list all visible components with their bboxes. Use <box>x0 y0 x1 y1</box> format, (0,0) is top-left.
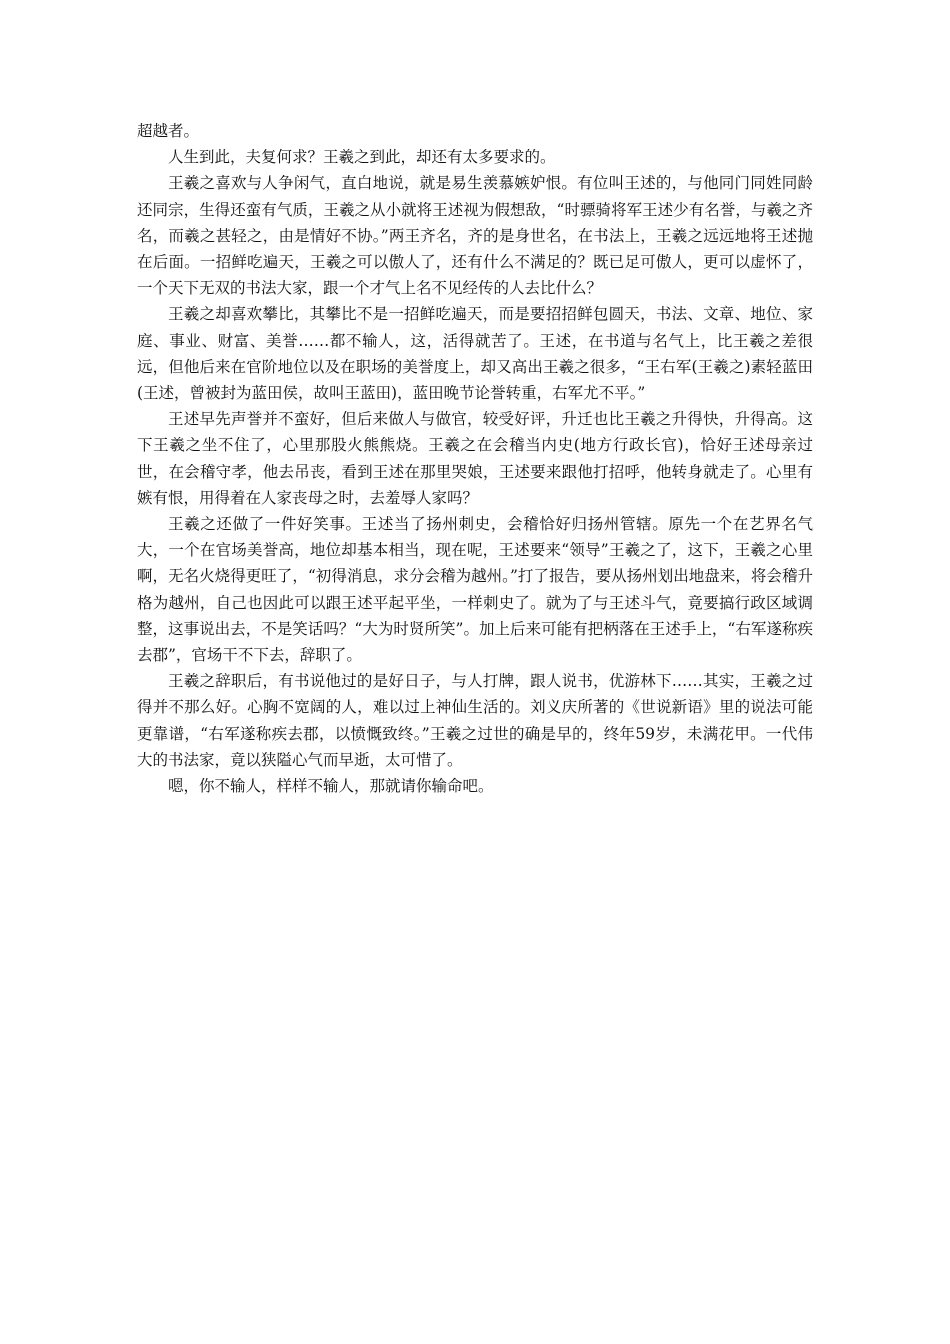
paragraph: 王羲之却喜欢攀比，其攀比不是一招鲜吃遍天，而是要招招鲜包圆天，书法、文章、地位、家庭、事业、财富、美誉……都不输人，这，活得就苦了。王述，在书道与名气上，比王羲之差很远，但他后来在官阶地位以及在职场的美誉度上，却又高出王羲之很多，“王右军(王羲之)素轻蓝田(王述，曾被封为蓝田侯，故叫王蓝田)，蓝田晚节论誉转重，右军尤不平。” <box>137 305 813 403</box>
paragraph: 嗯，你不输人，样样不输人，那就请你输命吧。 <box>168 777 494 796</box>
paragraph: 王述早先声誉并不蛮好，但后来做人与做官，较受好评，升迁也比王羲之升得快，升得高。这下王羲之坐不住了，心里那股火熊熊烧。王羲之在会稽当内史(地方行政长官)，恰好王述母亲过世，在会稽守孝，他去吊丧，看到王述在那里哭娘，王述要来跟他打招呼，他转身就走了。心里有嫉有恨，用得着在人家丧母之时，去羞辱人家吗？ <box>137 410 813 507</box>
paragraph-continuation: 超越者。 <box>137 122 200 140</box>
paragraph: 人生到此，夫复何求？王羲之到此，却还有太多要求的。 <box>168 148 556 167</box>
document-body <box>137 118 813 799</box>
paragraph: 王羲之喜欢与人争闲气，直白地说，就是易生羡慕嫉妒恨。有位叫王述的，与他同门同姓同龄还同宗，生得还蛮有气质，王羲之从小就将王述视为假想敌，“时骠骑将军王述少有名誉，与羲之齐名，而羲之甚轻之，由是情好不协。”两王齐名，齐的是身世名，在书法上，王羲之远远地将王述抛在后面。一招鲜吃遍天，王羲之可以傲人了，还有什么不满足的？既已足可傲人，更可以虚怀了，一个天下无双的书法大家，跟一个才气上名不见经传的人去比什么？ <box>137 174 813 298</box>
paragraph: 王羲之辞职后，有书说他过的是好日子，与人打牌，跟人说书，优游林下……其实，王羲之过得并不那么好。心胸不宽阔的人，难以过上神仙生活的。刘义庆所著的《世说新语》里的说法可能更靠谱，“右军遂称疾去郡，以愤慨致终。”王羲之过世的确是早的，终年59岁，未满花甲。一代伟大的书法家，竟以狭隘心气而早逝，太可惜了。 <box>137 672 813 769</box>
paragraph: 王羲之还做了一件好笑事。王述当了扬州刺史，会稽恰好归扬州管辖。原先一个在艺界名气大，一个在官场美誉高，地位却基本相当，现在呢，王述要来“领导”王羲之了，这下，王羲之心里啊，无名火烧得更旺了，“初得消息，求分会稽为越州。”打了报告，要从扬州划出地盘来，将会稽升格为越州，自己也因此可以跟王述平起平坐，一样刺史了。就为了与王述斗气，竟要搞行政区域调整，这事说出去，不是笑话吗？“大为时贤所笑”。加上后来可能有把柄落在王述手上，“右军遂称疾去郡”，官场干不下去，辞职了。 <box>137 515 813 665</box>
